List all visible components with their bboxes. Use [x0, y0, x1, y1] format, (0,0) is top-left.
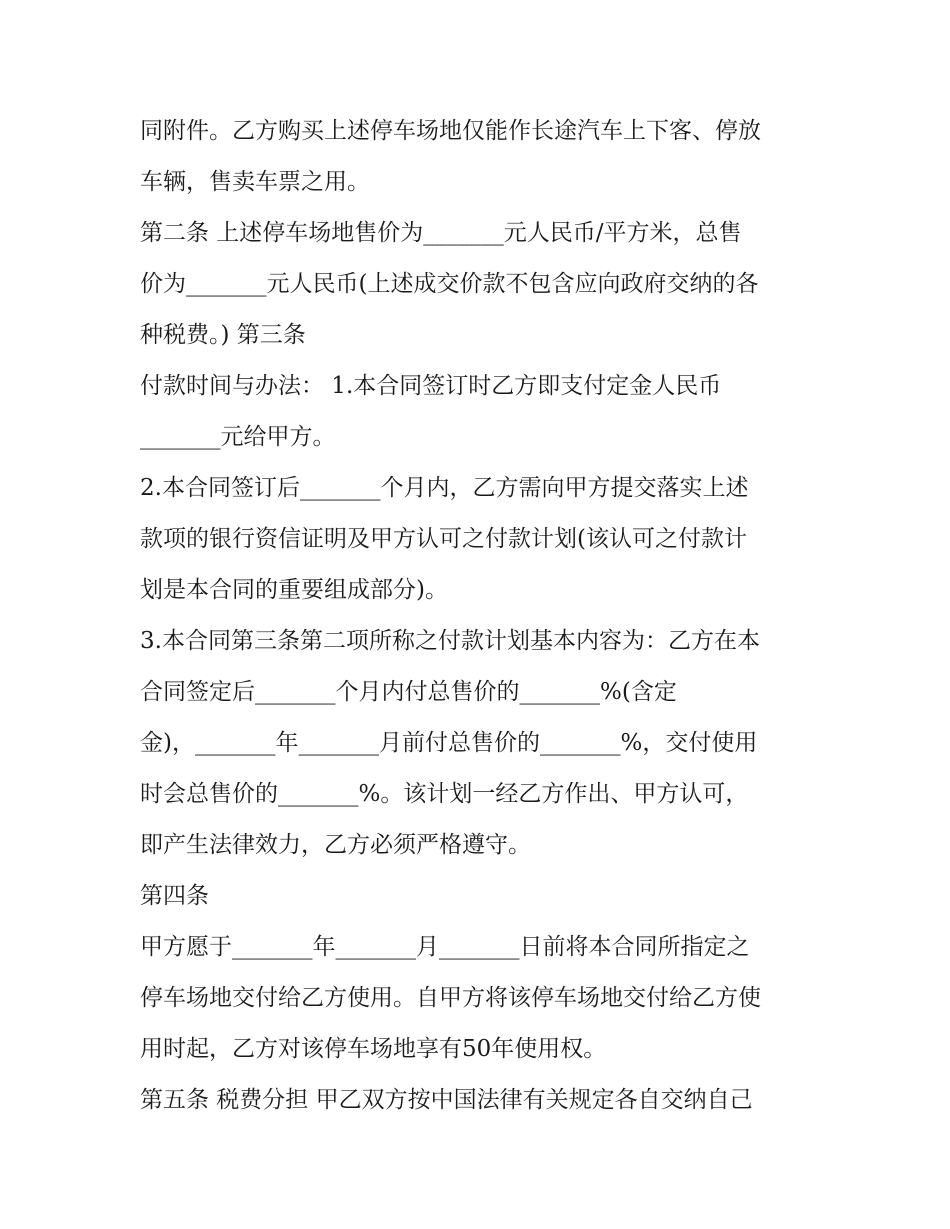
text-line: 第二条 上述停车场地售价为_______元人民币/平方米，总售 [140, 220, 742, 246]
text-line: 第五条 税费分担 甲乙双方按中国法律有关规定各自交纳自己 [140, 1087, 753, 1113]
text-line: 即产生法律效力，乙方必须严格遵守。 [140, 832, 531, 858]
document-body [140, 106, 820, 1126]
text-line: 第四条 [140, 883, 209, 909]
text-line: 价为_______元人民币(上述成交价款不包含应向政府交纳的各 [140, 271, 759, 297]
text-line: 合同签定后_______个月内付总售价的_______%(含定 [140, 679, 677, 705]
text-line: 停车场地交付给乙方使用。自甲方将该停车场地交付给乙方使 [140, 985, 761, 1011]
text-line: _______元给甲方。 [140, 424, 336, 450]
text-line: 款项的银行资信证明及甲方认可之付款计划(该认可之付款计 [140, 526, 747, 552]
text-line: 金)，_______年_______月前付总售价的_______%，交付使用 [140, 730, 758, 756]
text-line: 划是本合同的重要组成部分)。 [140, 577, 448, 603]
text-line: 付款时间与办法： 1.本合同签订时乙方即支付定金人民币 [140, 373, 722, 399]
text-line: 甲方愿于_______年_______月_______日前将本合同所指定之 [140, 934, 750, 960]
text-line: 3.本合同第三条第二项所称之付款计划基本内容为：乙方在本 [140, 628, 760, 654]
text-line: 车辆，售卖车票之用。 [140, 169, 370, 195]
text-line: 用时起，乙方对该停车场地享有50年使用权。 [140, 1036, 607, 1062]
text-line: 同附件。乙方购买上述停车场地仅能作长途汽车上下客、停放 [140, 118, 761, 144]
text-line: 2.本合同签订后_______个月内，乙方需向甲方提交落实上述 [140, 475, 749, 501]
text-line: 种税费。) 第三条 [140, 322, 306, 348]
text-line: 时会总售价的_______%。该计划一经乙方作出、甲方认可， [140, 781, 749, 807]
